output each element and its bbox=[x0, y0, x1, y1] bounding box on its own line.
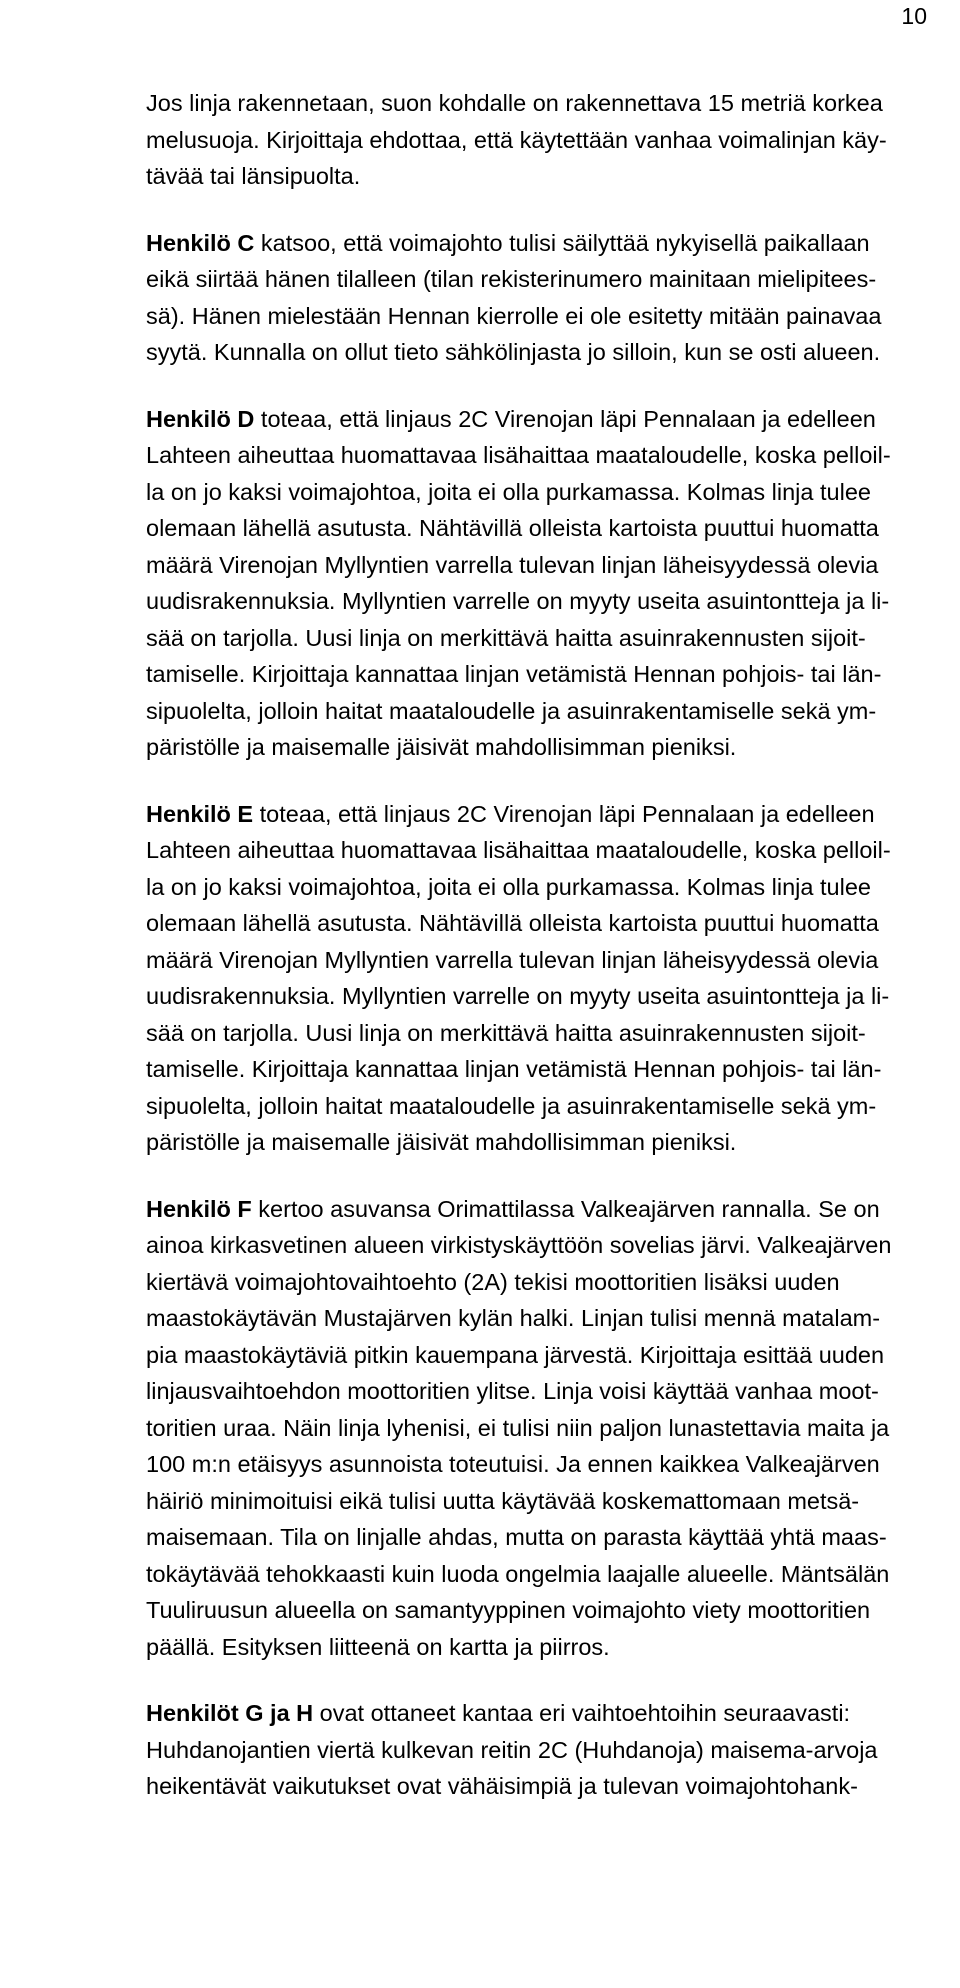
line-text: tokäytävää tehokkaasti kuin luoda ongelmia laajalle alueelle. Mäntsälän bbox=[146, 1560, 890, 1587]
line-text: pia maastokäytäviä pitkin kauempana järvestä. Kirjoittaja esittää uuden bbox=[146, 1341, 885, 1368]
text-line bbox=[146, 1483, 946, 1520]
line-text: sää on tarjolla. Uusi linja on merkittävä haitta asuinrakennusten sijoit- bbox=[146, 624, 866, 651]
line-text: olemaan lähellä asutusta. Nähtävillä olleista kartoista puuttui huomatta bbox=[146, 515, 879, 541]
line-text: Huhdanojantien viertä kulkevan reitin 2C (Huhdanoja) maisema-arvoja bbox=[146, 1736, 878, 1763]
text-line bbox=[146, 832, 946, 869]
text-line bbox=[146, 1446, 946, 1483]
text-line bbox=[146, 401, 946, 438]
paragraph bbox=[146, 225, 946, 371]
text-line bbox=[146, 1695, 946, 1732]
text-line bbox=[146, 1227, 946, 1264]
line-text: uudisrakennuksia. Myllyntien varrelle on myyty useita asuintontteja ja li- bbox=[146, 983, 890, 1009]
line-text: päällä. Esityksen liitteenä on kartta ja piirros. bbox=[146, 1633, 610, 1660]
page-number: 10 bbox=[901, 3, 927, 29]
text-line bbox=[146, 905, 946, 942]
line-text: Lahteen aiheuttaa huomattavaa lisähaittaa maataloudelle, koska pelloil- bbox=[146, 442, 891, 468]
person-name: Henkilö F bbox=[146, 1195, 252, 1222]
line-text: melusuoja. Kirjoittaja ehdottaa, että käytettään vanhaa voimalinjan käy- bbox=[146, 126, 887, 153]
document-body bbox=[146, 85, 946, 1805]
line-text: uudisrakennuksia. Myllyntien varrelle on myyty useita asuintontteja ja li- bbox=[146, 588, 890, 614]
text-line bbox=[146, 729, 946, 766]
text-line bbox=[146, 298, 946, 335]
line-text: toritien uraa. Näin linja lyhenisi, ei tulisi niin paljon lunastettavia maita ja bbox=[146, 1414, 890, 1441]
text-line bbox=[146, 1629, 946, 1666]
text-line bbox=[146, 978, 946, 1015]
text-line bbox=[146, 261, 946, 298]
line-text: maisemaan. Tila on linjalle ahdas, mutta on parasta käyttää yhtä maas- bbox=[146, 1524, 887, 1550]
line-text: Jos linja rakennetaan, suon kohdalle on rakennettava 15 metriä korkea bbox=[146, 90, 883, 116]
paragraph-gap bbox=[146, 1665, 946, 1695]
text-line bbox=[146, 1088, 946, 1125]
paragraph bbox=[146, 1695, 946, 1805]
line-text: kertoo asuvansa Orimattilassa Valkeajärven rannalla. Se on bbox=[251, 1195, 880, 1222]
text-line bbox=[146, 547, 946, 584]
text-line bbox=[146, 510, 946, 547]
text-line bbox=[146, 85, 946, 122]
line-text: ovat ottaneet kantaa eri vaihtoehtoihin seuraavasti: bbox=[313, 1700, 851, 1726]
paragraph bbox=[146, 401, 946, 766]
text-line bbox=[146, 1556, 946, 1593]
text-line bbox=[146, 620, 946, 657]
line-text: maastokäytävän Mustajärven kylän halki. Linjan tulisi mennä matalam- bbox=[146, 1305, 881, 1331]
text-line bbox=[146, 942, 946, 979]
line-text: Tuuliruusun alueella on samantyyppinen voimajohto viety moottoritien bbox=[146, 1597, 871, 1623]
text-line bbox=[146, 437, 946, 474]
line-text: linjausvaihtoehdon moottoritien ylitse. Linja voisi käyttää vanhaa moot- bbox=[146, 1378, 879, 1404]
text-line bbox=[146, 1732, 946, 1769]
text-line bbox=[146, 869, 946, 906]
line-text: määrä Virenojan Myllyntien varrella tulevan linjan läheisyydessä olevia bbox=[146, 551, 879, 578]
line-text: kiertävä voimajohtovaihtoehto (2A) tekisi moottoritien lisäksi uuden bbox=[146, 1268, 840, 1295]
person-name: Henkilöt G ja H bbox=[146, 1700, 314, 1726]
line-text: sä). Hänen mielestään Hennan kierrolle ei ole esitetty mitään painavaa bbox=[146, 302, 882, 329]
text-line bbox=[146, 1300, 946, 1337]
text-line bbox=[146, 158, 946, 195]
text-line bbox=[146, 122, 946, 159]
text-line bbox=[146, 1592, 946, 1629]
line-text: 100 m:n etäisyys asunnoista toteutuisi. Ja ennen kaikkea Valkeajärven bbox=[146, 1451, 880, 1477]
text-line bbox=[146, 693, 946, 730]
line-text: tamiselle. Kirjoittaja kannattaa linjan vetämistä Hennan pohjois- tai län- bbox=[146, 661, 882, 687]
line-text: eikä siirtää hänen tilalleen (tilan rekisterinumero mainitaan mielipitees- bbox=[146, 266, 877, 292]
line-text: toteaa, että linjaus 2C Virenojan läpi Pennalaan ja edelleen bbox=[254, 405, 876, 432]
text-line bbox=[146, 583, 946, 620]
text-line bbox=[146, 656, 946, 693]
text-line bbox=[146, 1191, 946, 1228]
text-line bbox=[146, 225, 946, 262]
line-text: sipuolelta, jolloin haitat maataloudelle ja asuinrakentamiselle sekä ym- bbox=[146, 697, 877, 724]
text-line bbox=[146, 1124, 946, 1161]
text-line bbox=[146, 1264, 946, 1301]
line-text: la on jo kaksi voimajohtoa, joita ei olla purkamassa. Kolmas linja tulee bbox=[146, 873, 871, 900]
text-line bbox=[146, 334, 946, 371]
paragraph-gap bbox=[146, 195, 946, 225]
line-text: olemaan lähellä asutusta. Nähtävillä olleista kartoista puuttui huomatta bbox=[146, 910, 879, 936]
line-text: Lahteen aiheuttaa huomattavaa lisähaittaa maataloudelle, koska pelloil- bbox=[146, 837, 891, 863]
text-line bbox=[146, 1337, 946, 1374]
text-line bbox=[146, 1410, 946, 1447]
person-name: Henkilö C bbox=[146, 229, 255, 256]
text-line bbox=[146, 1051, 946, 1088]
line-text: häiriö minimoituisi eikä tulisi uutta käytävää koskemattomaan metsä- bbox=[146, 1487, 860, 1514]
line-text: määrä Virenojan Myllyntien varrella tulevan linjan läheisyydessä olevia bbox=[146, 946, 879, 973]
person-name: Henkilö D bbox=[146, 405, 255, 432]
line-text: la on jo kaksi voimajohtoa, joita ei olla purkamassa. Kolmas linja tulee bbox=[146, 478, 871, 505]
paragraph-gap bbox=[146, 1161, 946, 1191]
line-text: sää on tarjolla. Uusi linja on merkittävä haitta asuinrakennusten sijoit- bbox=[146, 1019, 866, 1046]
line-text: tävää tai länsipuolta. bbox=[146, 163, 361, 189]
paragraph bbox=[146, 796, 946, 1161]
paragraph-gap bbox=[146, 371, 946, 401]
text-line bbox=[146, 474, 946, 511]
line-text: tamiselle. Kirjoittaja kannattaa linjan vetämistä Hennan pohjois- tai län- bbox=[146, 1056, 882, 1082]
text-line bbox=[146, 796, 946, 833]
person-name: Henkilö E bbox=[146, 800, 254, 827]
paragraph bbox=[146, 1191, 946, 1666]
text-line bbox=[146, 1373, 946, 1410]
line-text: syytä. Kunnalla on ollut tieto sähkölinjasta jo silloin, kun se osti alueen. bbox=[146, 339, 881, 365]
line-text: päristölle ja maisemalle jäisivät mahdollisimman pieniksi. bbox=[146, 1129, 737, 1155]
line-text: toteaa, että linjaus 2C Virenojan läpi Pennalaan ja edelleen bbox=[253, 800, 875, 827]
line-text: ainoa kirkasvetinen alueen virkistyskäyttöön sovelias järvi. Valkeajärven bbox=[146, 1232, 892, 1258]
line-text: sipuolelta, jolloin haitat maataloudelle ja asuinrakentamiselle sekä ym- bbox=[146, 1092, 877, 1119]
line-text: katsoo, että voimajohto tulisi säilyttää nykyisellä paikallaan bbox=[254, 229, 870, 256]
text-line bbox=[146, 1519, 946, 1556]
text-line bbox=[146, 1015, 946, 1052]
paragraph-gap bbox=[146, 766, 946, 796]
text-line bbox=[146, 1768, 946, 1805]
line-text: heikentävät vaikutukset ovat vähäisimpiä ja tulevan voimajohtohank- bbox=[146, 1773, 858, 1799]
paragraph bbox=[146, 85, 946, 195]
line-text: päristölle ja maisemalle jäisivät mahdollisimman pieniksi. bbox=[146, 734, 737, 760]
